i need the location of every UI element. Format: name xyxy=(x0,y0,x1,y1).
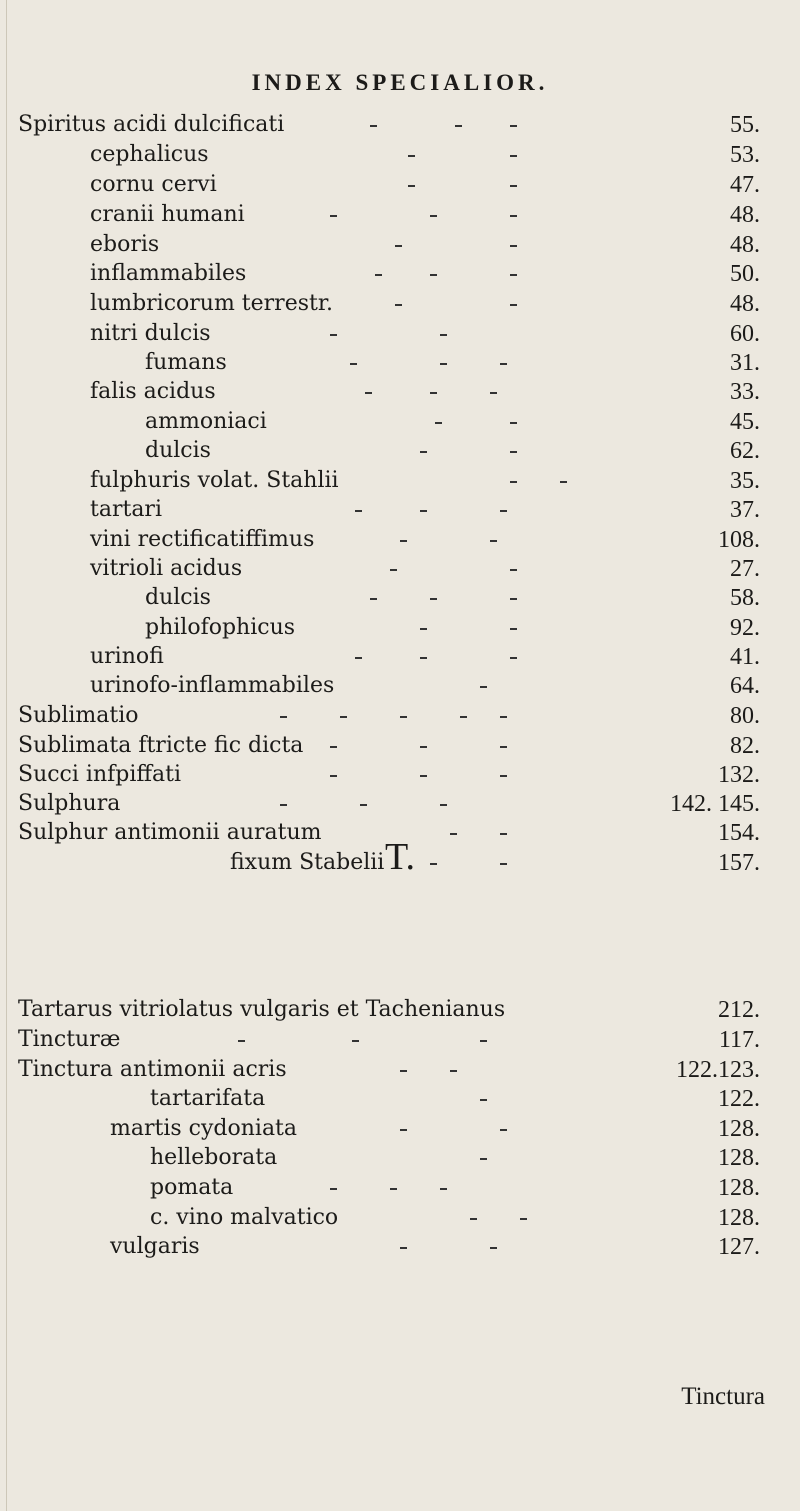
entry-page-numbers: 35. xyxy=(730,468,760,494)
leader-dash xyxy=(400,716,407,718)
leader-dash xyxy=(440,334,447,336)
leader-dash xyxy=(420,746,427,748)
leader-dash xyxy=(330,334,337,336)
entry-label: falis acidus xyxy=(90,379,216,404)
leader-dash xyxy=(500,716,507,718)
section-s-entry xyxy=(0,170,800,200)
entry-page-numbers: 122.123. xyxy=(676,1057,760,1083)
leader-dash xyxy=(510,451,517,453)
entry-page-numbers: 53. xyxy=(730,142,760,168)
leader-dash xyxy=(500,363,507,365)
leader-dash xyxy=(510,274,517,276)
leader-dash xyxy=(395,304,402,306)
entry-label: philofophicus xyxy=(145,615,296,640)
leader-dash xyxy=(400,1247,407,1249)
entry-page-numbers: 48. xyxy=(730,232,760,258)
entry-page-numbers: 117. xyxy=(718,1027,760,1053)
leader-dash xyxy=(510,598,517,600)
leader-dash xyxy=(430,392,437,394)
entry-page-numbers: 27. xyxy=(730,556,760,582)
entry-page-numbers: 62. xyxy=(730,438,760,464)
leader-dash xyxy=(420,657,427,659)
entry-label: martis cydoniata xyxy=(110,1116,298,1141)
leader-dash xyxy=(420,628,427,630)
entry-page-numbers: 212. xyxy=(718,997,760,1023)
entry-page-numbers: 58. xyxy=(730,585,760,611)
leader-dash xyxy=(500,775,507,777)
entry-label: cornu cervi xyxy=(90,172,217,197)
entry-label: Tincturæ xyxy=(18,1027,121,1052)
leader-dash xyxy=(350,363,357,365)
entry-label: eboris xyxy=(90,232,160,257)
entry-page-numbers: 48. xyxy=(730,291,760,317)
leader-dash xyxy=(510,481,517,483)
entry-page-numbers: 31. xyxy=(730,350,760,376)
leader-dash xyxy=(420,510,427,512)
entry-label: Spiritus acidi dulcificati xyxy=(18,112,285,137)
entry-label: fixum Stabelii xyxy=(230,850,385,875)
leader-dash xyxy=(510,245,517,247)
section-s-entry xyxy=(0,200,800,230)
entry-label: vulgaris xyxy=(110,1234,200,1259)
section-s-entry xyxy=(0,230,800,260)
leader-dash xyxy=(360,804,367,806)
entry-label: inflammabiles xyxy=(90,261,247,286)
entry-label: tartarifata xyxy=(150,1086,266,1111)
leader-dash xyxy=(510,422,517,424)
leader-dash xyxy=(455,125,462,127)
section-s-entry xyxy=(0,613,800,643)
entry-page-numbers: 128. xyxy=(718,1205,760,1231)
section-s-entry xyxy=(0,348,800,378)
leader-dash xyxy=(510,304,517,306)
leader-dash xyxy=(355,657,362,659)
leader-dash xyxy=(238,1040,245,1042)
leader-dash xyxy=(510,657,517,659)
leader-dash xyxy=(510,125,517,127)
entry-page-numbers: 128. xyxy=(718,1145,760,1171)
section-t-entry xyxy=(0,1203,800,1233)
leader-dash xyxy=(500,1129,507,1131)
entry-page-numbers: 127. xyxy=(718,1234,760,1260)
section-s-entry xyxy=(0,495,800,525)
entry-label: Sublimata ftricte fic dicta xyxy=(18,733,304,758)
entry-label: Tartarus vitriolatus vulgaris et Tachenianus xyxy=(18,997,506,1022)
leader-dash xyxy=(500,510,507,512)
entry-label: nitri dulcis xyxy=(90,321,211,346)
section-t-entry xyxy=(0,995,800,1025)
entry-page-numbers: 128. xyxy=(718,1116,760,1142)
entry-label: Sulphur antimonii auratum xyxy=(18,820,322,845)
entry-label: Sulphura xyxy=(18,791,121,816)
entry-label: fulphuris volat. Stahlii xyxy=(90,468,339,493)
leader-dash xyxy=(340,716,347,718)
entry-page-numbers: 122. xyxy=(718,1086,760,1112)
entry-label: cephalicus xyxy=(90,142,209,167)
entry-page-numbers: 41. xyxy=(730,644,760,670)
entry-page-numbers: 64. xyxy=(730,673,760,699)
entry-label: tartari xyxy=(90,497,162,522)
leader-dash xyxy=(408,185,415,187)
leader-dash xyxy=(352,1040,359,1042)
entry-label: vini rectificatiffimus xyxy=(90,527,315,552)
section-s-entry xyxy=(0,407,800,437)
entry-label: ammoniaci xyxy=(145,409,267,434)
section-s-entry xyxy=(0,583,800,613)
section-s-entry xyxy=(0,701,800,731)
section-s-entry xyxy=(0,525,800,555)
leader-dashes xyxy=(0,583,800,613)
section-t-entry xyxy=(0,1173,800,1203)
entry-page-numbers: 82. xyxy=(730,733,760,759)
catchword: Tinctura xyxy=(681,1383,765,1410)
section-s-entry xyxy=(0,760,800,790)
entry-page-numbers: 55. xyxy=(730,112,760,138)
entry-label: helleborata xyxy=(150,1145,278,1170)
entry-page-numbers: 37. xyxy=(730,497,760,523)
leader-dash xyxy=(490,1247,497,1249)
section-t-entry xyxy=(0,1084,800,1114)
section-t-entry xyxy=(0,1232,800,1262)
leader-dash xyxy=(420,775,427,777)
section-s-entry xyxy=(0,289,800,319)
leader-dash xyxy=(460,716,467,718)
leader-dash xyxy=(330,775,337,777)
entry-label: dulcis xyxy=(145,585,211,610)
leader-dash xyxy=(330,1188,337,1190)
section-s-entry xyxy=(0,789,800,819)
leader-dash xyxy=(490,540,497,542)
section-letter-t: T. xyxy=(385,836,415,878)
leader-dash xyxy=(440,1188,447,1190)
leader-dash xyxy=(355,510,362,512)
section-s-entry xyxy=(0,377,800,407)
entry-page-numbers: 157. xyxy=(718,850,760,876)
entry-page-numbers: 132. xyxy=(718,762,760,788)
leader-dashes xyxy=(0,613,800,643)
entry-label: Sublimatio xyxy=(18,703,139,728)
leader-dash xyxy=(280,716,287,718)
leader-dash xyxy=(510,569,517,571)
section-s-entry xyxy=(0,436,800,466)
leader-dash xyxy=(330,746,337,748)
section-s-entry xyxy=(0,140,800,170)
leader-dash xyxy=(480,686,487,688)
leader-dash xyxy=(435,422,442,424)
leader-dashes xyxy=(0,1203,800,1233)
leader-dash xyxy=(480,1099,487,1101)
leader-dash xyxy=(450,1070,457,1072)
leader-dashes xyxy=(0,407,800,437)
entry-label: urinofi xyxy=(90,644,164,669)
entry-page-numbers: 92. xyxy=(730,615,760,641)
leader-dash xyxy=(470,1218,477,1220)
entry-label: lumbricorum terrestr. xyxy=(90,291,333,316)
entry-label: c. vino malvatico xyxy=(150,1205,339,1230)
leader-dash xyxy=(440,363,447,365)
entry-page-numbers: 45. xyxy=(730,409,760,435)
leader-dash xyxy=(430,274,437,276)
leader-dash xyxy=(510,155,517,157)
section-s-entry xyxy=(0,731,800,761)
entry-label: vitrioli acidus xyxy=(90,556,243,581)
leader-dash xyxy=(480,1040,487,1042)
section-s-entry xyxy=(0,259,800,289)
entry-page-numbers: 128. xyxy=(718,1175,760,1201)
section-s-entry xyxy=(0,319,800,349)
leader-dash xyxy=(280,804,287,806)
section-s-entry xyxy=(0,110,800,140)
leader-dash xyxy=(370,125,377,127)
leader-dash xyxy=(510,185,517,187)
section-s-entry xyxy=(0,466,800,496)
leader-dash xyxy=(375,274,382,276)
leader-dashes xyxy=(0,348,800,378)
leader-dash xyxy=(430,598,437,600)
entry-label: pomata xyxy=(150,1175,234,1200)
leader-dash xyxy=(400,1070,407,1072)
entry-label: Succi infpiffati xyxy=(18,762,182,787)
leader-dash xyxy=(408,155,415,157)
leader-dash xyxy=(390,569,397,571)
leader-dash xyxy=(400,540,407,542)
leader-dashes xyxy=(0,436,800,466)
leader-dashes xyxy=(0,1084,800,1114)
leader-dash xyxy=(510,215,517,217)
leader-dashes xyxy=(0,1173,800,1203)
leader-dash xyxy=(390,1188,397,1190)
entry-page-numbers: 50. xyxy=(730,261,760,287)
leader-dash xyxy=(430,215,437,217)
entry-label: urinofo-inflammabiles xyxy=(90,673,335,698)
entry-page-numbers: 47. xyxy=(730,172,760,198)
entry-page-numbers: 33. xyxy=(730,379,760,405)
entry-page-numbers: 108. xyxy=(718,527,760,553)
section-s-entry xyxy=(0,671,800,701)
leader-dash xyxy=(500,746,507,748)
leader-dash xyxy=(510,628,517,630)
page-header: INDEX SPECIALIOR. xyxy=(251,70,549,95)
entry-label: Tinctura antimonii acris xyxy=(18,1057,287,1082)
entry-page-numbers: 48. xyxy=(730,202,760,228)
leader-dash xyxy=(490,392,497,394)
section-t-entry xyxy=(0,1143,800,1173)
section-s-entry xyxy=(0,642,800,672)
leader-dash xyxy=(395,245,402,247)
section-t-entry xyxy=(0,1055,800,1085)
leader-dash xyxy=(420,451,427,453)
leader-dash xyxy=(400,1129,407,1131)
section-t-entry xyxy=(0,1114,800,1144)
section-s-entry xyxy=(0,554,800,584)
leader-dash xyxy=(365,392,372,394)
section-t-entry xyxy=(0,1025,800,1055)
entry-page-numbers: 60. xyxy=(730,321,760,347)
entry-page-numbers: 80. xyxy=(730,703,760,729)
leader-dashes xyxy=(0,1143,800,1173)
leader-dash xyxy=(440,804,447,806)
leader-dash xyxy=(560,481,567,483)
entry-label: dulcis xyxy=(145,438,211,463)
leader-dash xyxy=(330,215,337,217)
leader-dash xyxy=(370,598,377,600)
leader-dash xyxy=(480,1158,487,1160)
entry-page-numbers: 154. xyxy=(718,820,760,846)
entry-page-numbers: 142. 145. xyxy=(670,791,760,817)
entry-label: fumans xyxy=(145,350,227,375)
leader-dash xyxy=(520,1218,527,1220)
entry-label: cranii humani xyxy=(90,202,245,227)
